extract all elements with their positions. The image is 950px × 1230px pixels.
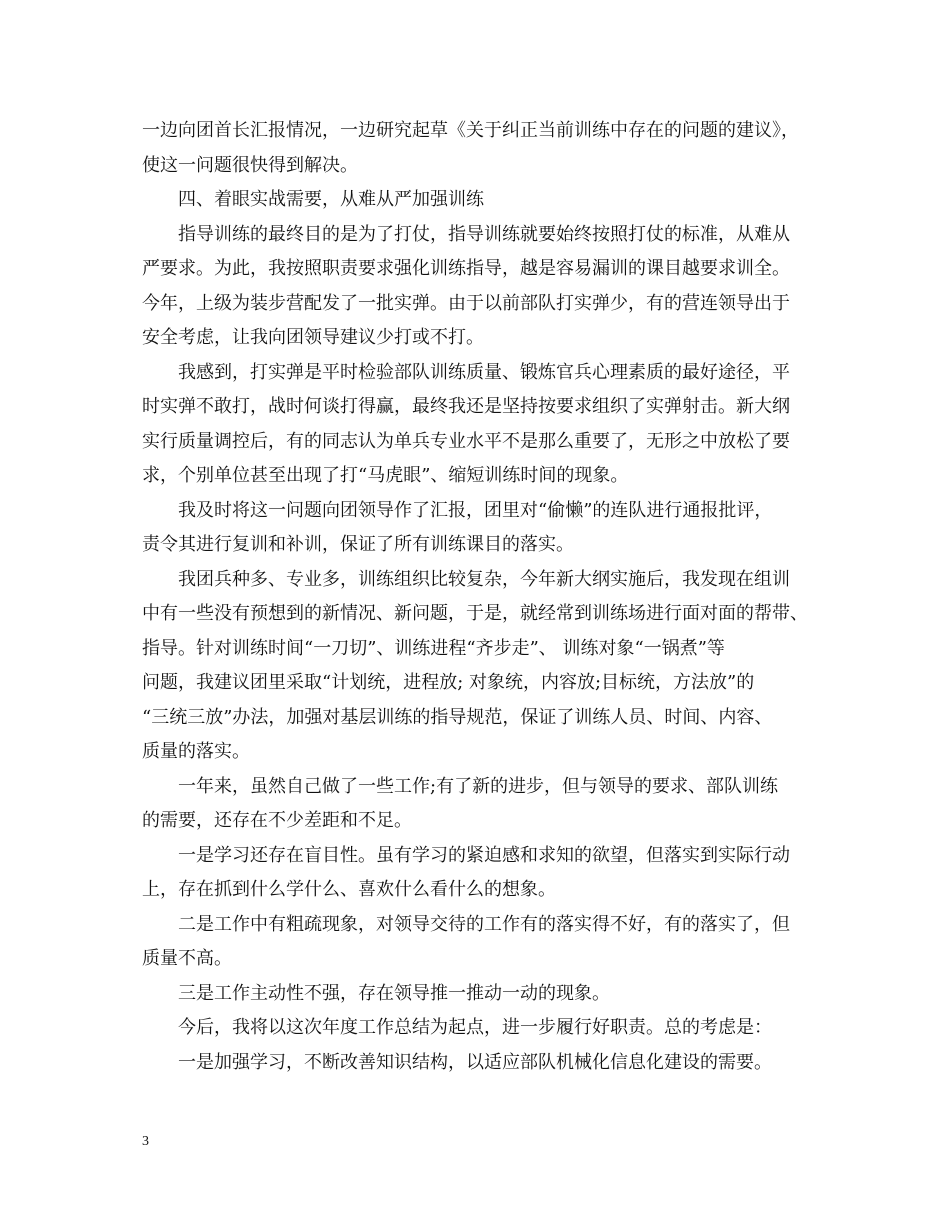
- text-line: 三是工作主动性不强，存在领导推一推动一动的现象。: [178, 982, 610, 1004]
- text-line: 我及时将这一问题向团领导作了汇报，团里对“偷懒”的连队进行通报批评，: [178, 499, 773, 521]
- section-heading: 四、着眼实战需要，从难从严加强训练: [178, 189, 484, 210]
- text-line: 一是加强学习，不断改善知识结构，以适应部队机械化信息化建设的需要。: [178, 1051, 772, 1073]
- text-line: 一是学习还存在盲目性。虽有学习的紧迫感和求知的欲望，但落实到实际行动: [178, 844, 790, 866]
- text-line: 今年，上级为装步营配发了一批实弹。由于以前部队打实弹少，有的营连领导出于: [142, 292, 790, 314]
- text-line: 指导。针对训练时间“一刀切”、训练进程“齐步走”、 训练对象“一锅煮”等: [142, 637, 725, 659]
- text-line: 中有一些没有预想到的新情况、新问题，于是，就经常到训练场进行面对面的帮带、: [142, 603, 808, 624]
- text-line: 一年来，虽然自己做了一些工作;有了新的进步，但与领导的要求、部队训练: [178, 775, 779, 797]
- text-line: 我团兵种多、专业多，训练组织比较复杂，今年新大纲实施后，我发现在组训: [178, 568, 790, 590]
- text-line: 一边向团首长汇报情况，一边研究起草《关于纠正当前训练中存在的问题的建议》，: [142, 120, 799, 141]
- text-line: 质量的落实。: [142, 741, 250, 762]
- text-line: 问题，我建议团里采取“计划统，进程放; 对象统，内容放;目标统，方法放”的: [142, 672, 755, 693]
- text-line: 时实弹不敢打，战时何谈打得赢，最终我还是坚持按要求组织了实弹射击。新大纲: [142, 396, 790, 417]
- text-line: 上，存在抓到什么学什么、喜欢什么看什么的想象。: [142, 879, 556, 900]
- text-line: 今后，我将以这次年度工作总结为起点，进一步履行好职责。总的考虑是：: [178, 1017, 772, 1038]
- text-line: 严要求。为此，我按照职责要求强化训练指导，越是容易漏训的课目越要求训全。: [142, 258, 790, 279]
- text-line: 使这一问题很快得到解决。: [142, 154, 358, 176]
- text-line: 质量不高。: [142, 948, 232, 969]
- text-line: 求，个别单位甚至出现了打“马虎眼”、缩短训练时间的现象。: [142, 465, 629, 486]
- text-line: 我感到，打实弹是平时检验部队训练质量、锻炼官兵心理素质的最好途径，平: [178, 361, 790, 383]
- text-line: 的需要，还存在不少差距和不足。: [142, 810, 412, 831]
- text-line: 责令其进行复训和补训，保证了所有训练课目的落实。: [142, 534, 574, 555]
- document-body: [142, 114, 822, 1080]
- text-line: “三统三放”办法，加强对基层训练的指导规范，保证了训练人员、时间、内容、: [142, 706, 773, 728]
- page-number: 3: [142, 1134, 149, 1149]
- text-line: 实行质量调控后，有的同志认为单兵专业水平不是那么重要了，无形之中放松了要: [142, 430, 790, 452]
- text-line: 二是工作中有粗疏现象，对领导交待的工作有的落实得不好，有的落实了，但: [178, 913, 790, 935]
- text-line: 指导训练的最终目的是为了打仗，指导训练就要始终按照打仗的标准，从难从: [178, 223, 790, 245]
- text-line: 安全考虑，让我向团领导建议少打或不打。: [142, 327, 484, 348]
